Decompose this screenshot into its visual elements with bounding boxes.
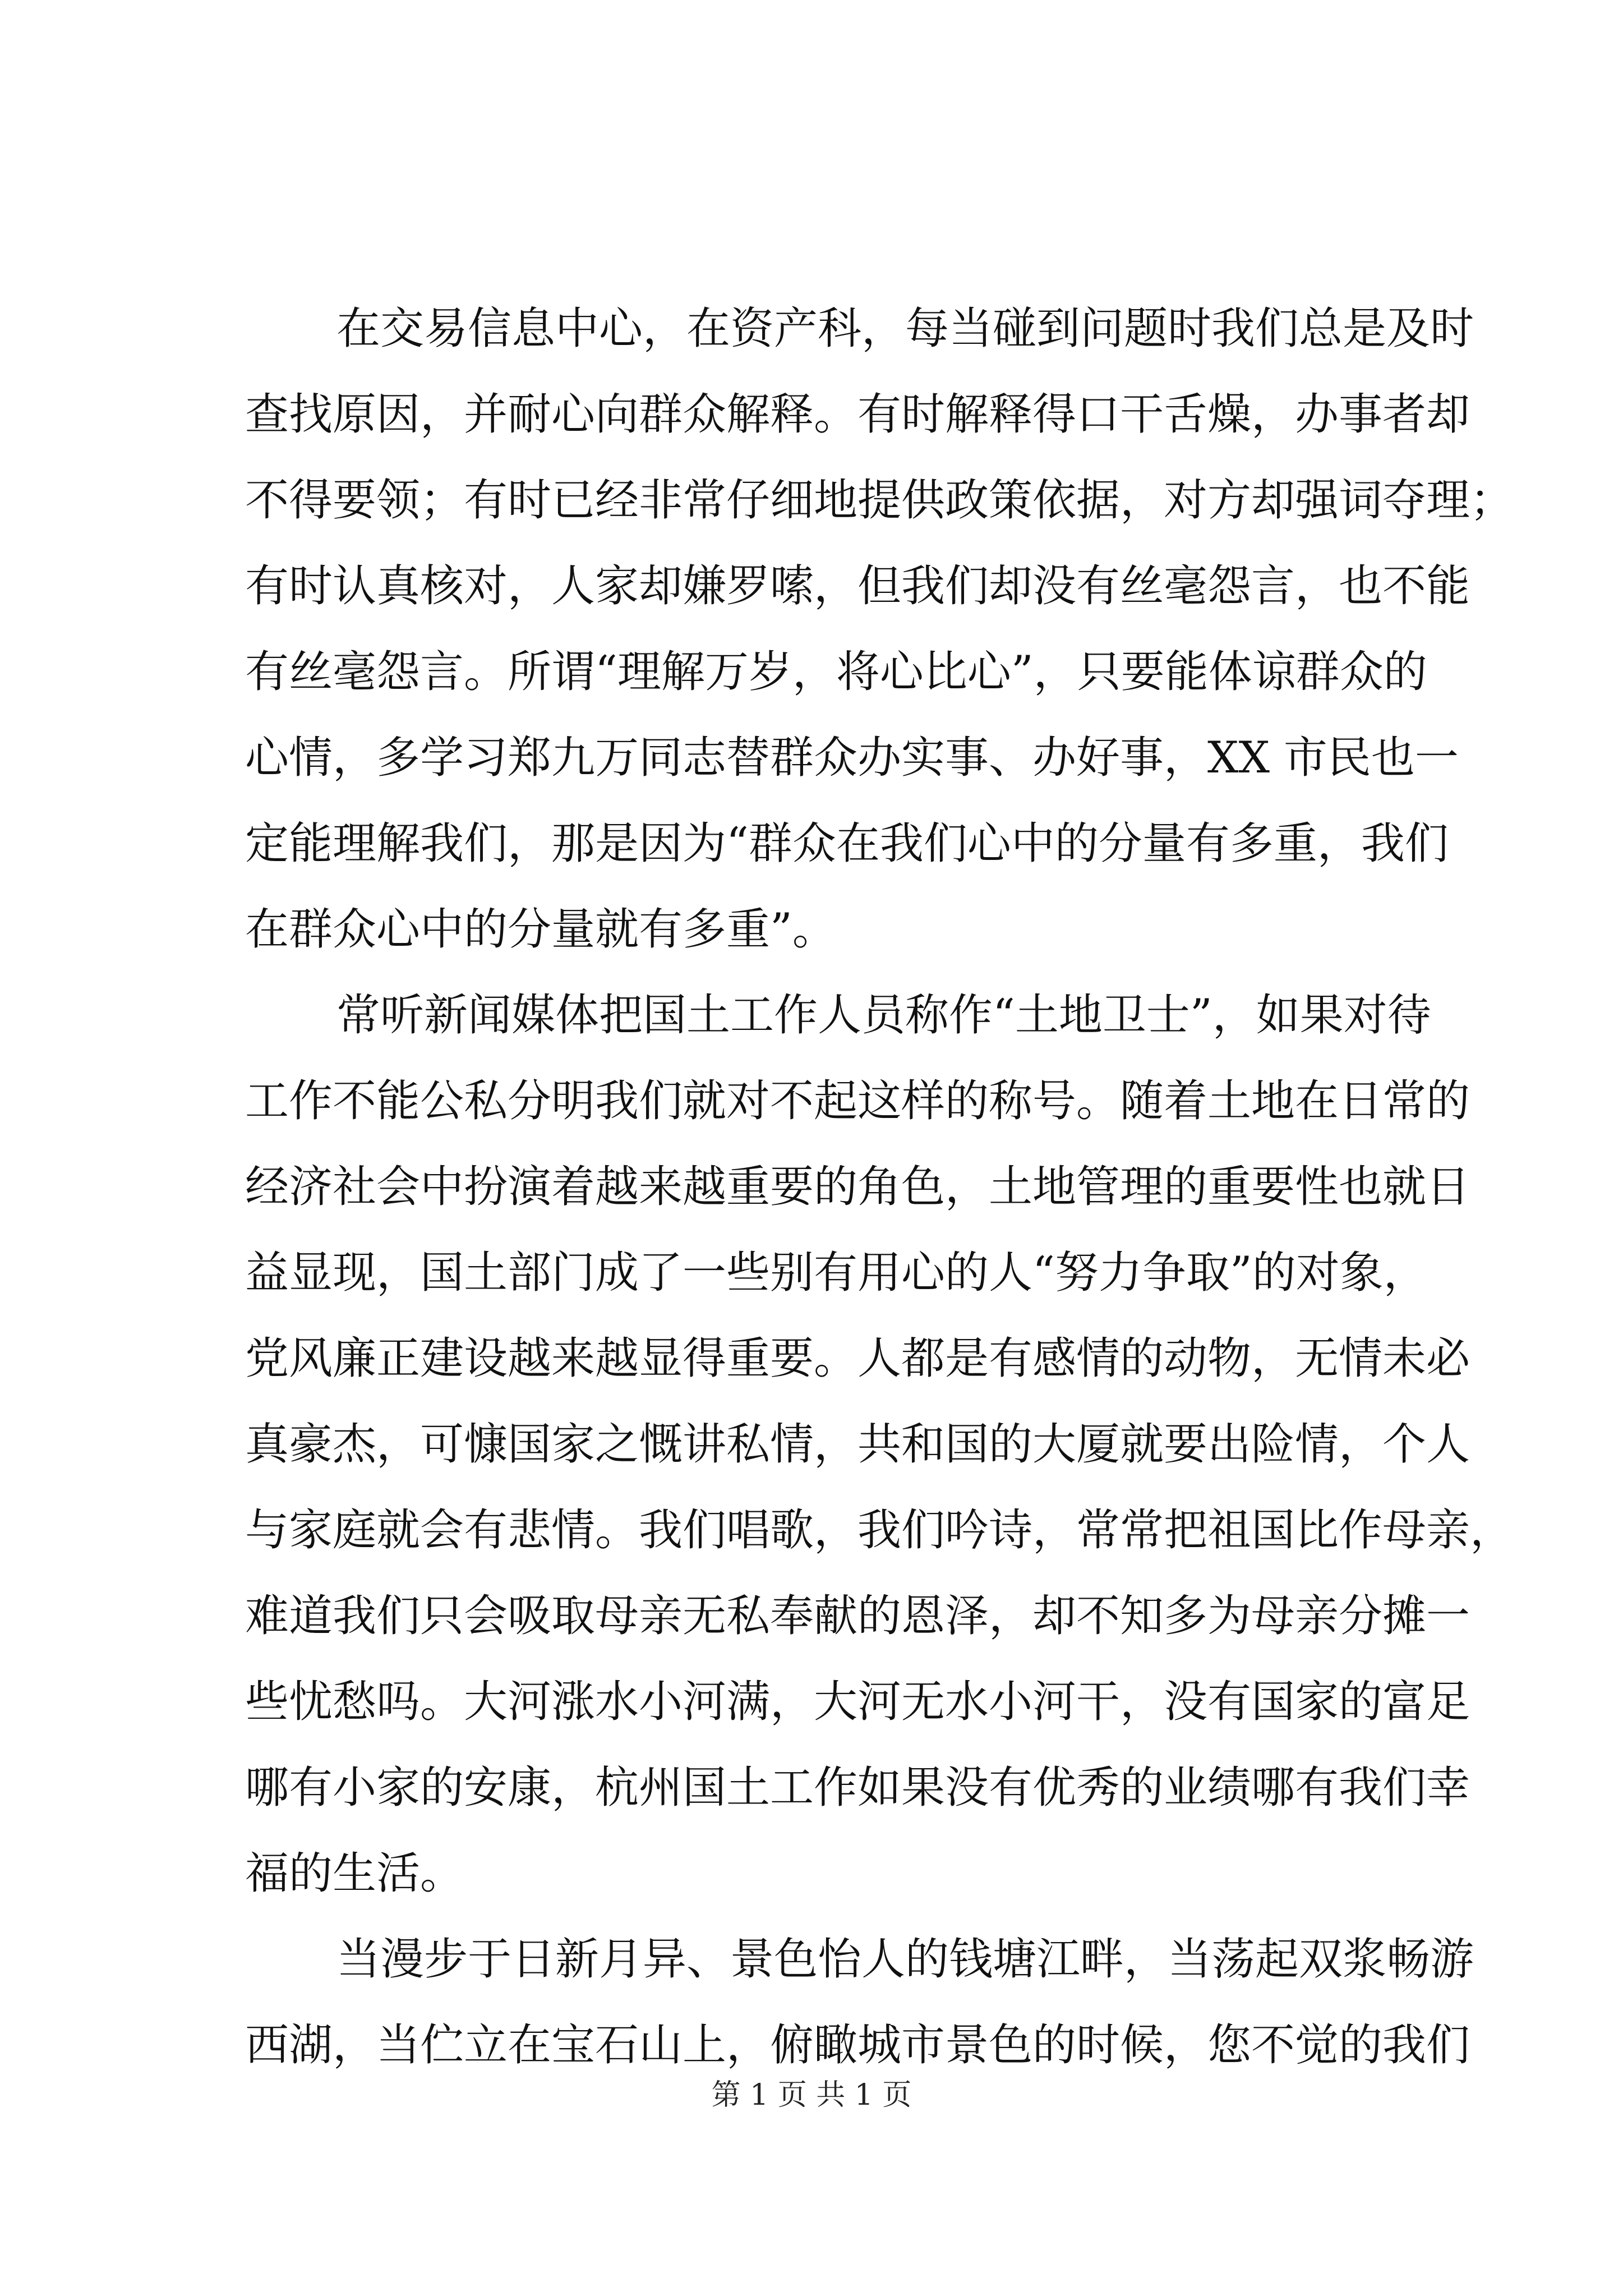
page-footer <box>0 2076 1623 2115</box>
text-line: 查找原因，并耐心向群众解释。有时解释得口干舌燥，办事者却 <box>245 389 1470 440</box>
page-number-label: 第 1 页 共 1 页 <box>711 2078 912 2112</box>
text-line: 当漫步于日新月异、景色怡人的钱塘江畔，当荡起双浆畅游 <box>336 1934 1474 1985</box>
text-line: 工作不能公私分明我们就对不起这样的称号。随着土地在日常的 <box>245 1076 1470 1126</box>
body-text <box>245 286 1514 2088</box>
text-line: 益显现，国土部门成了一些别有用心的人“努力争取”的对象， <box>245 1248 1427 1298</box>
text-line: 在群众心中的分量就有多重”。 <box>245 904 836 955</box>
text-line: 心情，多学习郑九万同志替群众办实事、办好事，XX 市民也一 <box>245 733 1459 783</box>
text-line: 经济社会中扮演着越来越重要的角色，土地管理的重要性也就日 <box>245 1162 1470 1212</box>
paragraph-2 <box>245 973 1514 1917</box>
text-line: 在交易信息中心，在资产科，每当碰到问题时我们总是及时 <box>336 303 1474 354</box>
text-line: 西湖，当伫立在宝石山上，俯瞰城市景色的时候，您不觉的我们 <box>245 2020 1470 2070</box>
text-line: 党风廉正建设越来越显得重要。人都是有感情的动物，无情未必 <box>245 1333 1470 1384</box>
text-line: 些忧愁吗。大河涨水小河满，大河无水小河干，没有国家的富足 <box>245 1677 1470 1727</box>
text-line: 难道我们只会吸取母亲无私奉献的恩泽，却不知多为母亲分摊一 <box>245 1591 1470 1641</box>
text-line: 有丝毫怨言。所谓“理解万岁，将心比心”，只要能体谅群众的 <box>245 647 1427 697</box>
paragraph-1 <box>245 286 1514 973</box>
text-line: 定能理解我们，那是因为“群众在我们心中的分量有多重，我们 <box>245 818 1449 869</box>
text-line: 有时认真核对，人家却嫌罗嗦，但我们却没有丝毫怨言，也不能 <box>245 561 1470 611</box>
paragraph-3 <box>245 1917 1474 2088</box>
text-line: 不得要领；有时已经非常仔细地提供政策依据，对方却强词夺理； <box>245 475 1514 526</box>
text-line: 哪有小家的安康，杭州国土工作如果没有优秀的业绩哪有我们幸 <box>245 1763 1470 1813</box>
text-line: 真豪杰，可慷国家之慨讲私情，共和国的大厦就要出险情，个人 <box>245 1419 1470 1470</box>
text-line: 福的生活。 <box>245 1848 464 1899</box>
text-line: 与家庭就会有悲情。我们唱歌，我们吟诗，常常把祖国比作母亲， <box>245 1505 1514 1556</box>
text-line: 常听新闻媒体把国土工作人员称作“土地卫士”，如果对待 <box>336 990 1431 1041</box>
